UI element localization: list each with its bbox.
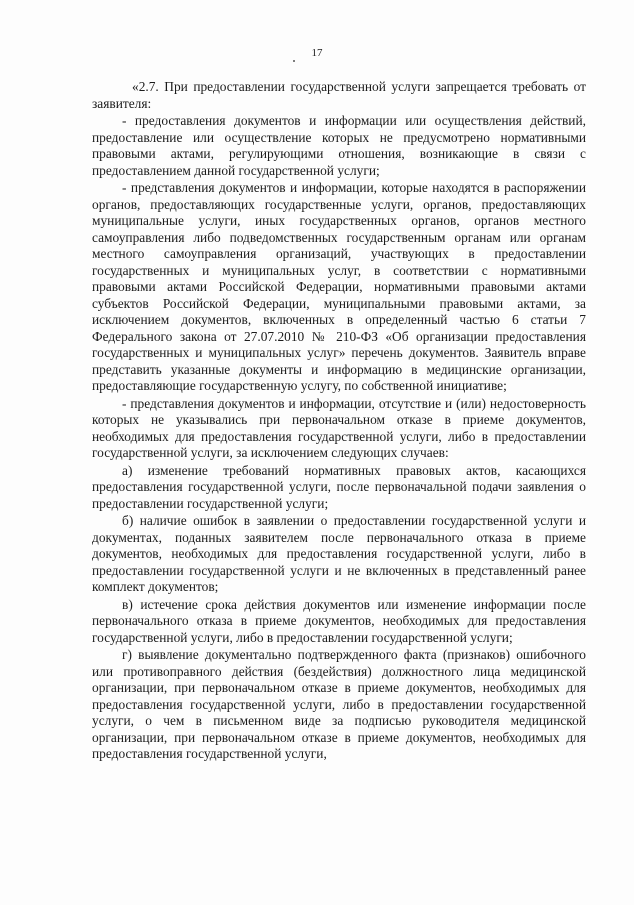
paragraph-item-documents: - представления документов и информации, которые находятся в распоряжении органов, предоставляющих государственные услуги, органов, предоставляющих муниципальные услуги, иных государственных органов, органов местного самоуправления либо подведомственных государственным органам или органам местного самоуправления организаций, участвующих в предоставлении государственных и муниципальных услуг, в соответствии с нормативными правовыми актами Российской Федерации, нормативными правовыми актами субъектов Российской Федерации, муниципальными правовыми актами, за исключением документов, включенных в определенный частью 6 статьи 7 Федерального закона от 27.07.2010 № 210-ФЗ «Об организации предоставления государственных и муниципальных услуг» перечень документов. Заявитель вправе представить указанные документы и информацию в медицинские организации, предоставляющие государственную услугу, по собственной инициативе; (92, 180, 586, 393)
paragraph-case-a: а) изменение требований нормативных правовых актов, касающихся предоставления государственной услуги, после первоначальной подачи заявления о предоставлении государственной услуги; (92, 462, 586, 511)
paragraph-item-missing-info: - представления документов и информации, отсутствие и (или) недостоверность которых не указывались при первоначальном отказе в приеме документов, необходимых для предоставления государственной услуги, либо в предоставлении государственной услуги, за исключением следующих случаев: (92, 395, 586, 460)
page-number: 17 (311, 47, 323, 59)
paragraph-item-actions: - предоставления документов и информации или осуществления действий, предоставление или осуществление которых не предусмотрено нормативными правовыми актами, регулирующими отношения, возникающие в связи с предоставлением данной государственной услуги; (92, 113, 586, 178)
scan-speck (293, 60, 295, 62)
paragraph-intro: «2.7. При предоставлении государственной услуги запрещается требовать от заявителя: (92, 79, 586, 111)
document-body (92, 79, 586, 764)
paragraph-case-c: в) истечение срока действия документов или изменение информации после первоначального отказа в приеме документов, необходимых для предоставления государственной услуги, либо в предоставлении государственной услуги; (92, 596, 586, 645)
paragraph-case-d: г) выявление документально подтвержденного факта (признаков) ошибочного или противоправного действия (бездействия) должностного лица медицинской организации, при первоначальном отказе в приеме документов, необходимых для предоставления государственной услуги, либо в предоставлении государственной услуги, о чем в письменном виде за подписью руководителя медицинской организации, при первоначальном отказе в приеме документов, необходимых для предоставления государственной услуги, (92, 647, 586, 761)
paragraph-case-b: б) наличие ошибок в заявлении о предоставлении государственной услуги и документах, поданных заявителем после первоначального отказа в приеме документов, необходимых для предоставления государственной услуги, либо в предоставлении государственной услуги и не включенных в представленный ранее комплект документов; (92, 513, 586, 594)
